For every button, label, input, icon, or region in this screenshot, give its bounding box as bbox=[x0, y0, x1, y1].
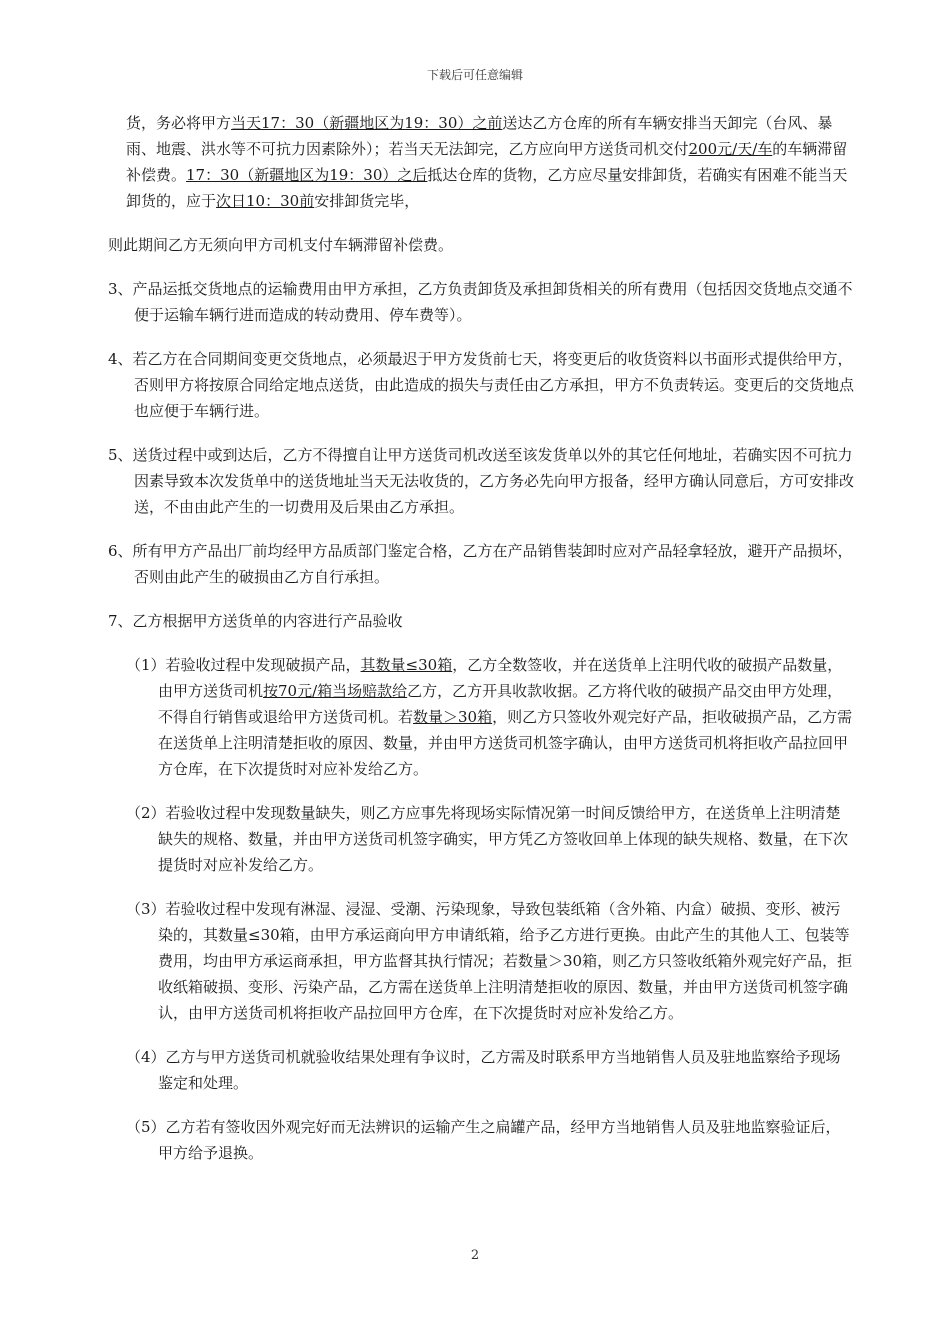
subclause-1 bbox=[126, 652, 854, 782]
text-run: 安排卸货完毕， bbox=[314, 192, 420, 210]
document-body bbox=[108, 110, 854, 1166]
subclause-5: （5）乙方若有签收因外观完好而无法辨识的运输产生之扁罐产品，经甲方当地销售人员及驻地监察验证后，甲方给予退换。 bbox=[126, 1118, 841, 1162]
underlined-compensation: 按70元/箱当场赔款给 bbox=[263, 682, 408, 700]
clause-4: 4、若乙方在合同期间变更交货地点，必须最迟于甲方发货前七天，将变更后的收货资料以书面形式提供给甲方，否则甲方将按原合同给定地点送货，由此造成的损失与责任由乙方承担，甲方不负责转运。变更后的交货地点也应便于车辆行进。 bbox=[108, 350, 855, 420]
underlined-quantity: 其数量≤30箱 bbox=[360, 656, 453, 674]
underlined-quantity: 数量＞30箱 bbox=[413, 708, 493, 726]
text-run: ，乙方全数签收，并在送货单上注明代收的破损产品数量，由甲方送货司机 bbox=[158, 656, 843, 700]
paragraph-tail: 则此期间乙方无须向甲方司机支付车辆滞留补偿费。 bbox=[108, 236, 454, 254]
text-run: （1）若验收过程中发现破损产品， bbox=[126, 656, 361, 674]
subclause-3: （3）若验收过程中发现有淋湿、浸湿、受潮、污染现象，导致包装纸箱（含外箱、内盒）破损、变形、被污染的，其数量≤30箱，由甲方承运商向甲方申请纸箱，给予乙方进行更换。由此产生的其他人工、包装等费用，均由甲方承运商承担，甲方监督其执行情况；若数量＞30箱，则乙方只签收纸箱外观完好产品，拒收纸箱破损、变形、污染产品，乙方需在送货单上注明清楚拒收的原因、数量，并由甲方送货司机签字确认，由甲方送货司机将拒收产品拉回甲方仓库，在下次提货时对应补发给乙方。 bbox=[126, 900, 853, 1022]
clause-6: 6、所有甲方产品出厂前均经甲方品质部门鉴定合格，乙方在产品销售装卸时应对产品轻拿轻放，避开产品损坏，否则由此产生的破损由乙方自行承担。 bbox=[108, 542, 853, 586]
page-number: 2 bbox=[470, 1248, 480, 1263]
text-run: ，则乙方只签收外观完好产品，拒收破损产品，乙方需在送货单上注明清楚拒收的原因、数量，并由甲方送货司机签字确认，由甲方送货司机将拒收产品拉回甲方仓库，在下次提货时对应补发给乙方。 bbox=[158, 708, 853, 778]
underlined-fee: 200元/天/车 bbox=[688, 140, 773, 158]
clause-7: 7、乙方根据甲方送货单的内容进行产品验收 bbox=[108, 612, 403, 630]
underlined-deadline: 次日10：30前 bbox=[216, 192, 315, 210]
text-run: 的车辆滞留补偿费。 bbox=[126, 140, 848, 184]
text-run: 乙方，乙方开具收款收据。乙方将代收的破损产品交由甲方处理，不得自行销售或退给甲方送货司机。若 bbox=[158, 682, 843, 726]
subclause-4: （4）乙方与甲方送货司机就验收结果处理有争议时，乙方需及时联系甲方当地销售人员及驻地监察给予现场鉴定和处理。 bbox=[126, 1048, 841, 1092]
underlined-deadline: 当天17：30（新疆地区为19：30）之前 bbox=[231, 114, 503, 132]
text-run: 抵达仓库的货物，乙方应尽量安排卸货，若确实有困难不能当天卸货的，应于 bbox=[126, 166, 848, 210]
subclause-2: （2）若验收过程中发现数量缺失，则乙方应事先将现场实际情况第一时间反馈给甲方，在送货单上注明清楚缺失的规格、数量，并由甲方送货司机签字确实，甲方凭乙方签收回单上体现的缺失规格、数量，在下次提货时对应补发给乙方。 bbox=[126, 804, 849, 874]
text-run: 送达乙方仓库的所有车辆安排当天卸完（台风、暴雨、地震、洪水等不可抗力因素除外）；若当天无法卸完，乙方应向甲方送货司机交付 bbox=[126, 114, 833, 158]
clause-3: 3、产品运抵交货地点的运输费用由甲方承担，乙方负责卸货及承担卸货相关的所有费用（包括因交货地点交通不便于运输车辆行进而造成的转动费用、停车费等）。 bbox=[108, 280, 853, 324]
page-header: 下载后可任意编辑 bbox=[426, 68, 523, 82]
continued-paragraph bbox=[108, 110, 854, 214]
underlined-deadline: 17：30（新疆地区为19：30）之后 bbox=[186, 166, 428, 184]
text-run: 货，务必将甲方 bbox=[126, 114, 232, 132]
clause-5: 5、送货过程中或到达后，乙方不得擅自让甲方送货司机改送至该发货单以外的其它任何地址，若确实因不可抗力因素导致本次发货单中的送货地址当天无法收货的，乙方务必先向甲方报备，经甲方确认同意后，方可安排改送，不由由此产生的一切费用及后果由乙方承担。 bbox=[108, 446, 855, 516]
